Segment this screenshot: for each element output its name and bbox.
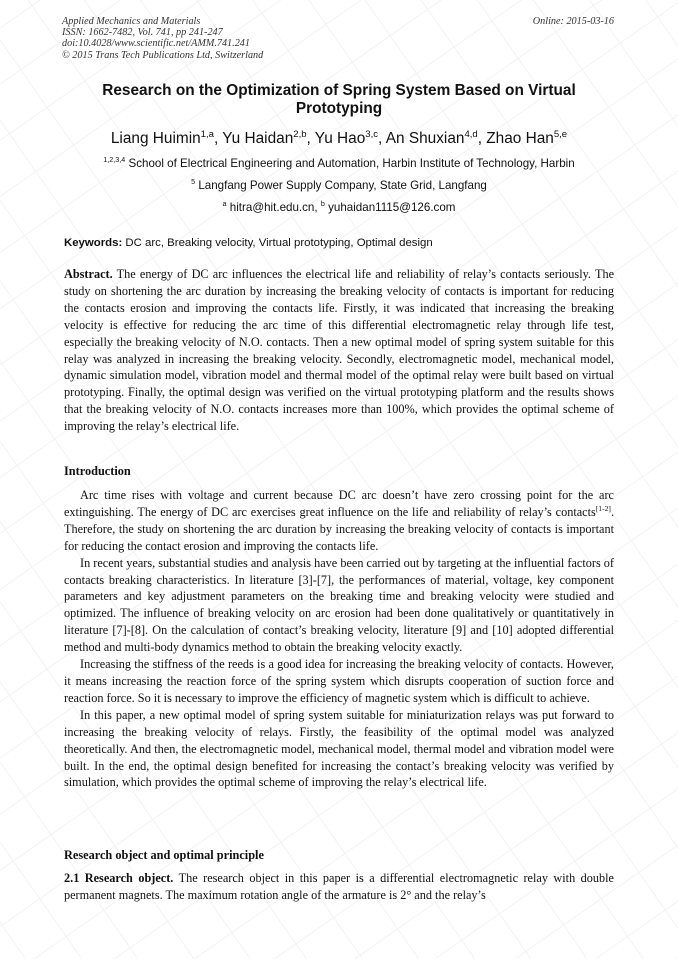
subsection-label: 2.1 Research object. — [64, 871, 174, 885]
paper-title: Research on the Optimization of Spring System Based on Virtual Prototyping — [102, 82, 576, 117]
author-emails: $^a$ hitra@hit.edu.cn, $^b$ yuhaidan1115@126.com — [222, 199, 456, 214]
issn-line: ISSN: 1662-7482, Vol. 741, pp 241-247 — [62, 27, 223, 39]
introduction-body — [64, 487, 614, 791]
abstract — [64, 266, 614, 435]
author-superscript: 3,c — [365, 128, 379, 140]
abstract-text: The energy of DC arc influences the electrical life and reliability of relay’s contacts seriously. The study on shortening the arc duration by increasing the breaking velocity of contacts is important for reducing the contacts erosion and improving the contacts life. Firstly, it was indicated that increasing the breaking velocity is effective for reducing the arc time of this differential electromagnetic relay through life test, especially the breaking velocity of N.O. contacts. Then a new optimal model of spring system suitable for this relay was analyzed in increasing the breaking velocity. Secondly, electromagnetic model, mechanical model, dynamic simulation model, vibration model and thermal model of the optimal relay were built based on virtual prototyping. Finally, the optimal design was verified on the virtual prototyping platform and the results shows that the breaking velocity of N.O. contacts increases more than 100%, which provides the optimal scheme of improving the relay’s electrical life. — [64, 267, 615, 434]
author-name: An Shuxian — [385, 130, 465, 147]
online-date: Online: 2015-03-16 — [532, 16, 614, 27]
affiliation-1: $^{1,2,3,4}$ School of Electrical Engineering and Automation, Harbin Institute of Technology, Harbin — [103, 155, 575, 170]
abstract-label: Abstract. — [64, 267, 113, 281]
author-superscript: 5,e — [553, 128, 568, 140]
keywords-line — [64, 237, 614, 249]
citation-ref: [1-2] — [595, 503, 611, 513]
email-link[interactable]: yuhaidan1115@126.com — [328, 201, 456, 214]
email-link[interactable]: hitra@hit.edu.cn, — [229, 201, 318, 214]
author-superscript: 2,b — [293, 128, 307, 140]
author-list: Liang Huimin$^{1,a}$, Yu Haidan$^{2,b}$, Yu Hao$^{3,c}$, An Shuxian$^{4,d}$, Zhao Han$^{5,e}$ — [110, 128, 568, 147]
journal-header — [62, 16, 263, 61]
intro-paragraph: Arc time rises with voltage and current because DC arc doesn’t have zero crossing point for the arc extinguishing. The energy of DC arc exercises great influence on the life and reliability of relay’s contacts[1-2]. Therefore, the study on shortening the arc duration by increasing the breaking velocity of contacts is important for reducing the contact erosion and improving the contacts life. — [64, 488, 614, 553]
intro-paragraph: In recent years, substantial studies and analysis have been carried out by targeting at the influential factors of contacts breaking characteristics. In literature [3]-[7], the performances of material, voltage, key component parameters and key adjustment parameters on the breaking time and breaking velocity were studied and optimized. The influence of breaking velocity on arc erosion had been done qualitatively or quantitatively in literature [7]-[8]. On the calculation of contact’s breaking velocity, literature [9] and [10] adopted differential method and multi-body dynamics method to obtain the breaking velocity exactly. — [64, 555, 614, 655]
introduction-heading: Introduction — [64, 464, 131, 478]
section-2-heading: Research object and optimal principle — [64, 848, 264, 862]
intro-paragraph: In this paper, a new optimal model of spring system suitable for miniaturization relays was put forward to increasing the breaking velocity of relays. Firstly, the feasibility of the optimal model was analyzed theoretically. And then, the electromagnetic model, mechanical model, thermal model and vibration model were built. In the end, the optimal design benefited for increasing the contact’s breaking velocity was verified by simulation, which provides the optimal scheme of improving the relay’s electrical life. — [64, 707, 614, 790]
keywords-label: Keywords: — [64, 237, 123, 249]
author-superscript: 4,d — [464, 128, 478, 140]
affiliation-2: $^5$ Langfang Power Supply Company, State Grid, Langfang — [191, 177, 487, 192]
subsection-text: The research object in this paper is a differential electromagnetic relay with double permanent magnets. The maximum rotation angle of the armature is 2° and the relay’s — [64, 871, 614, 902]
doi-line: doi:10.4028/www.scientific.net/AMM.741.241 — [62, 38, 250, 50]
author-superscript: 1,a — [200, 128, 214, 140]
author-name: Yu Hao — [314, 130, 366, 147]
author-name: Zhao Han — [486, 130, 554, 147]
intro-paragraph: Increasing the stiffness of the reeds is a good idea for increasing the breaking velocity of contacts. However, it means increasing the reaction force of the spring system which disrupts cooperation of suction force and reaction force. So it is necessary to improve the efficiency of magnetic system which is difficult to achieve. — [64, 657, 614, 705]
copyright-line: © 2015 Trans Tech Publications Ltd, Switzerland — [62, 49, 264, 61]
author-name: Liang Huimin — [110, 130, 201, 147]
section-2-body — [64, 870, 614, 904]
keywords-text: DC arc, Breaking velocity, Virtual prototyping, Optimal design — [125, 237, 433, 249]
journal-name: Applied Mechanics and Materials — [62, 16, 201, 27]
author-name: Yu Haidan — [222, 130, 294, 147]
